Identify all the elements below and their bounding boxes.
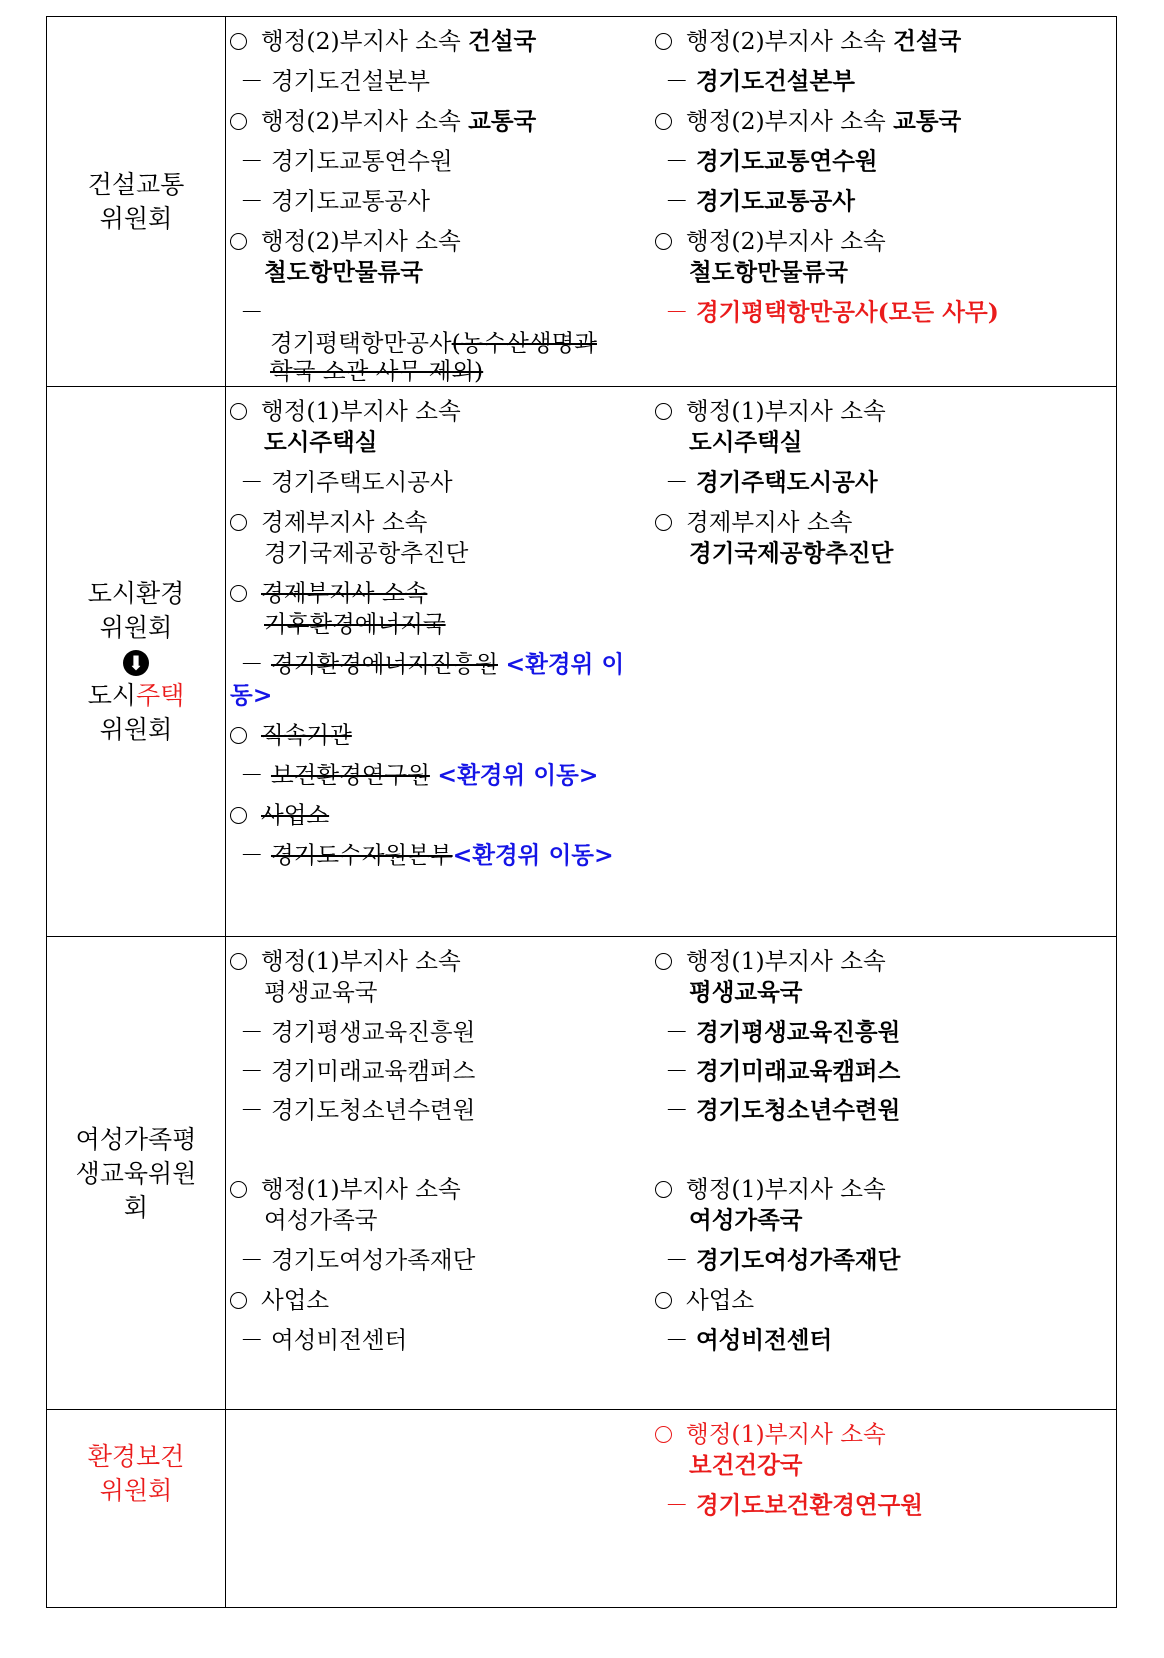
- circle-bullet-icon: [230, 113, 247, 130]
- dash-icon: －: [665, 1326, 689, 1354]
- category-cell: [47, 387, 225, 937]
- circle-bullet-icon: [230, 807, 247, 824]
- group-heading: 사업소: [655, 1285, 754, 1315]
- group-heading: 행정(1)부지사 소속: [230, 946, 461, 976]
- row-construction-transport: [47, 17, 1116, 386]
- row-environment-health: [47, 1409, 1116, 1608]
- column-divider: [225, 387, 226, 937]
- dash-icon: －: [240, 67, 264, 95]
- group-subheading-removed: 기후환경에너지국: [264, 610, 446, 638]
- move-note: <환경위 이: [505, 650, 625, 678]
- circle-bullet-icon: [655, 1426, 672, 1443]
- category-line: 환경보건: [87, 1442, 185, 1471]
- group-subheading: 철도항만물류국: [689, 258, 848, 286]
- group-subheading: 여성가족국: [264, 1206, 378, 1234]
- circle-bullet-icon: [230, 403, 247, 420]
- down-arrow-icon: ⬇: [123, 650, 149, 676]
- reorganization-table: [46, 16, 1117, 1608]
- list-item: 경기평택항만공사(농수산생명과: [270, 329, 597, 357]
- group-heading: 행정(1)부지사 소속: [230, 396, 461, 426]
- dash-icon: －: [665, 1057, 689, 1085]
- group-heading: 행정(1)부지사 소속: [655, 1174, 886, 1204]
- category-cell: [47, 17, 225, 386]
- list-item: － 경기도청소년수련원: [240, 1096, 476, 1124]
- group-heading-removed: 직속기관: [230, 720, 352, 750]
- list-item: － 경기도여성가족재단: [240, 1246, 476, 1274]
- list-item-added: － 경기도보건환경연구원: [665, 1491, 923, 1519]
- list-item-removed: － 경기환경에너지진흥원 <환경위 이: [240, 650, 625, 678]
- dash-icon: －: [240, 1246, 264, 1274]
- category-line: 여성가족평: [75, 1124, 197, 1154]
- circle-bullet-icon: [230, 33, 247, 50]
- dash-icon: －: [665, 298, 689, 326]
- group-heading: 행정(1)부지사 소속: [230, 1174, 461, 1204]
- circle-bullet-icon: [230, 1292, 247, 1309]
- circle-bullet-icon: [655, 403, 672, 420]
- category-line: 회: [123, 1192, 149, 1222]
- circle-bullet-icon: [230, 233, 247, 250]
- circle-bullet-icon: [230, 953, 247, 970]
- before-column: [230, 387, 655, 937]
- dash-icon: －: [240, 650, 264, 678]
- list-item: － 경기도교통연수원: [665, 147, 878, 175]
- after-column: [655, 1410, 1115, 1608]
- struck-text: (농수산생명과: [451, 329, 597, 357]
- category-line: 도시: [87, 681, 136, 710]
- move-note: <환경위 이동>: [437, 761, 599, 789]
- group-subheading: 도시주택실: [689, 428, 803, 456]
- struck-text: 학국 소관 사무 제외): [270, 357, 484, 385]
- list-item: － 경기주택도시공사: [240, 468, 453, 496]
- dash-icon: －: [665, 187, 689, 215]
- after-column: [655, 387, 1115, 937]
- circle-bullet-icon: [655, 1181, 672, 1198]
- move-note: <환경위 이동>: [452, 841, 614, 869]
- group-heading: 행정(2)부지사 소속 교통국: [230, 106, 536, 136]
- group-heading-removed: 경제부지사 소속: [230, 578, 427, 608]
- group-heading: 사업소: [230, 1285, 329, 1315]
- list-item: － 경기미래교육캠퍼스: [240, 1057, 476, 1085]
- circle-bullet-icon: [230, 727, 247, 744]
- category-line: 위원회: [99, 203, 173, 233]
- dash-icon: －: [665, 147, 689, 175]
- circle-bullet-icon: [655, 953, 672, 970]
- category-cell: [47, 937, 225, 1410]
- dash-icon: －: [665, 468, 689, 496]
- list-item: － 경기도교통공사: [665, 187, 855, 215]
- group-heading: 행정(1)부지사 소속: [655, 946, 886, 976]
- group-heading: 행정(2)부지사 소속: [230, 226, 461, 256]
- group-subheading-added: 보건건강국: [689, 1451, 803, 1479]
- before-column: [230, 937, 655, 1410]
- circle-bullet-icon: [655, 33, 672, 50]
- dash-icon: －: [240, 1326, 264, 1354]
- circle-bullet-icon: [230, 1181, 247, 1198]
- dash-icon: －: [665, 1096, 689, 1124]
- category-line: 위원회: [99, 613, 173, 642]
- list-item-removed: － 보건환경연구원 <환경위 이동>: [240, 761, 599, 789]
- group-subheading: 평생교육국: [264, 978, 378, 1006]
- group-heading-removed: 사업소: [230, 800, 329, 830]
- group-subheading: 경기국제공항추진단: [264, 539, 469, 567]
- group-subheading: 도시주택실: [264, 428, 378, 456]
- list-item: － 경기도청소년수련원: [665, 1096, 901, 1124]
- after-column: [655, 17, 1115, 386]
- category-line: 생교육위원: [75, 1158, 197, 1188]
- dash-icon: －: [240, 1096, 264, 1124]
- group-heading: 행정(1)부지사 소속: [655, 396, 886, 426]
- group-heading: 경제부지사 소속: [655, 507, 852, 537]
- after-column: [655, 937, 1115, 1410]
- dash-icon: －: [240, 1018, 264, 1046]
- circle-bullet-icon: [655, 113, 672, 130]
- circle-bullet-icon: [655, 233, 672, 250]
- circle-bullet-icon: [230, 514, 247, 531]
- dash-icon: －: [240, 187, 264, 215]
- dash-icon: －: [240, 841, 264, 869]
- list-item: － 여성비전센터: [240, 1326, 408, 1354]
- before-column: [230, 17, 655, 386]
- dash-icon: －: [665, 1018, 689, 1046]
- row-women-family-education: [47, 936, 1116, 1410]
- group-heading: 행정(2)부지사 소속 건설국: [230, 26, 536, 56]
- category-line: 건설교통: [87, 169, 185, 199]
- category-line: 도시환경: [87, 579, 185, 608]
- list-item: － 경기도건설본부: [240, 67, 430, 95]
- category-line: 위원회: [99, 715, 173, 744]
- column-divider: [225, 17, 226, 386]
- column-divider: [225, 1410, 226, 1608]
- list-item: － 경기도교통연수원: [240, 147, 453, 175]
- group-heading-added: 행정(1)부지사 소속: [655, 1419, 886, 1449]
- column-divider: [225, 937, 226, 1410]
- dash-icon: －: [240, 761, 264, 789]
- category-line-changed: 주택: [136, 681, 185, 710]
- dash-icon: －: [240, 147, 264, 175]
- list-item: － 여성비전센터: [665, 1326, 833, 1354]
- dash-icon: －: [240, 468, 264, 496]
- list-item: － 경기평생교육진흥원: [240, 1018, 476, 1046]
- list-item-added: － 경기평택항만공사(모든 사무): [665, 298, 999, 326]
- move-note: 동>: [230, 681, 273, 709]
- group-subheading: 철도항만물류국: [264, 258, 423, 286]
- group-subheading: 여성가족국: [689, 1206, 803, 1234]
- group-heading: 행정(2)부지사 소속 건설국: [655, 26, 961, 56]
- group-heading: 행정(2)부지사 소속 교통국: [655, 106, 961, 136]
- list-item-removed: － 경기도수자원본부<환경위 이동>: [240, 841, 614, 869]
- dash-icon: －: [665, 1491, 689, 1519]
- list-item: － 경기도건설본부: [665, 67, 855, 95]
- list-item: － 경기주택도시공사: [665, 468, 878, 496]
- dash-icon: －: [665, 1246, 689, 1274]
- circle-bullet-icon: [655, 514, 672, 531]
- list-item: － 경기평생교육진흥원: [665, 1018, 901, 1046]
- list-item: － 경기도교통공사: [240, 187, 430, 215]
- category-line: 위원회: [99, 1476, 173, 1505]
- dash-icon: －: [665, 67, 689, 95]
- circle-bullet-icon: [230, 585, 247, 602]
- row-urban-environment: [47, 386, 1116, 937]
- group-subheading: 평생교육국: [689, 978, 803, 1006]
- dash-icon: －: [240, 298, 264, 326]
- dash-icon: －: [240, 1057, 264, 1085]
- category-cell: [47, 1410, 225, 1538]
- group-subheading: 경기국제공항추진단: [689, 539, 894, 567]
- list-item: － 경기도여성가족재단: [665, 1246, 901, 1274]
- group-heading: 행정(2)부지사 소속: [655, 226, 886, 256]
- list-item: － 경기미래교육캠퍼스: [665, 1057, 901, 1085]
- circle-bullet-icon: [655, 1292, 672, 1309]
- group-heading: 경제부지사 소속: [230, 507, 427, 537]
